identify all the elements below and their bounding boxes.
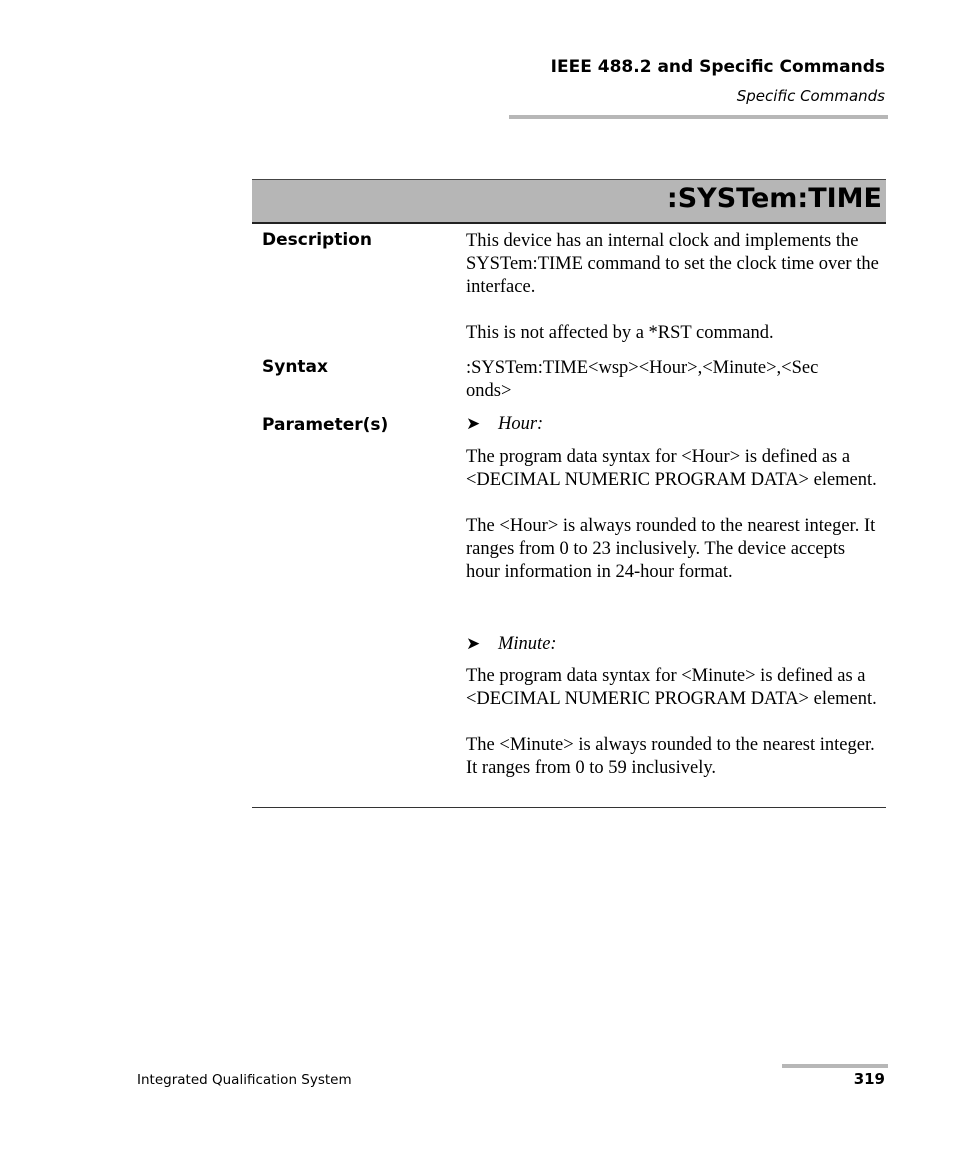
description-label: Description	[262, 230, 372, 250]
table-bottom-rule	[252, 807, 886, 808]
minute-range-paragraph: The <Minute> is always rounded to the nearest integer. It ranges from 0 to 59 inclusively.	[466, 735, 875, 778]
syntax-line-2: onds>	[466, 381, 512, 401]
syntax-label: Syntax	[262, 357, 328, 377]
command-banner	[252, 179, 886, 224]
syntax-text	[466, 357, 882, 403]
syntax-line-1: :SYSTem:TIME<wsp><Hour>,<Minute>,<Sec	[466, 358, 819, 378]
arrow-bullet-icon: ➤	[466, 634, 481, 654]
minute-parameter-text	[466, 665, 882, 780]
hour-syntax-paragraph: The program data syntax for <Hour> is defined as a <DECIMAL NUMERIC PROGRAM DATA> element.	[466, 447, 877, 490]
minute-parameter-name: Minute:	[498, 634, 557, 654]
hour-parameter-heading	[466, 414, 543, 435]
parameters-label: Parameter(s)	[262, 415, 389, 435]
minute-syntax-paragraph: The program data syntax for <Minute> is defined as a <DECIMAL NUMERIC PROGRAM DATA> element.	[466, 666, 877, 709]
hour-parameter-text	[466, 446, 882, 584]
arrow-bullet-icon: ➤	[466, 414, 481, 434]
running-header-title: IEEE 488.2 and Specific Commands	[550, 57, 885, 77]
description-note: This is not affected by a *RST command.	[466, 323, 774, 343]
header-divider	[509, 115, 888, 119]
minute-parameter-heading	[466, 634, 557, 655]
page-number: 319	[853, 1070, 885, 1088]
running-header-subtitle: Specific Commands	[736, 87, 885, 105]
hour-parameter-name: Hour:	[498, 414, 544, 434]
command-title: :SYSTem:TIME	[666, 183, 882, 214]
description-paragraph: This device has an internal clock and implements the SYSTem:TIME command to set the clock time over the interface.	[466, 231, 879, 297]
footer-divider	[782, 1064, 888, 1068]
hour-range-paragraph: The <Hour> is always rounded to the nearest integer. It ranges from 0 to 23 inclusively. The device accepts hour information in 24-hour format.	[466, 516, 876, 582]
footer-product-name: Integrated Qualification System	[137, 1072, 352, 1088]
description-text	[466, 230, 882, 345]
